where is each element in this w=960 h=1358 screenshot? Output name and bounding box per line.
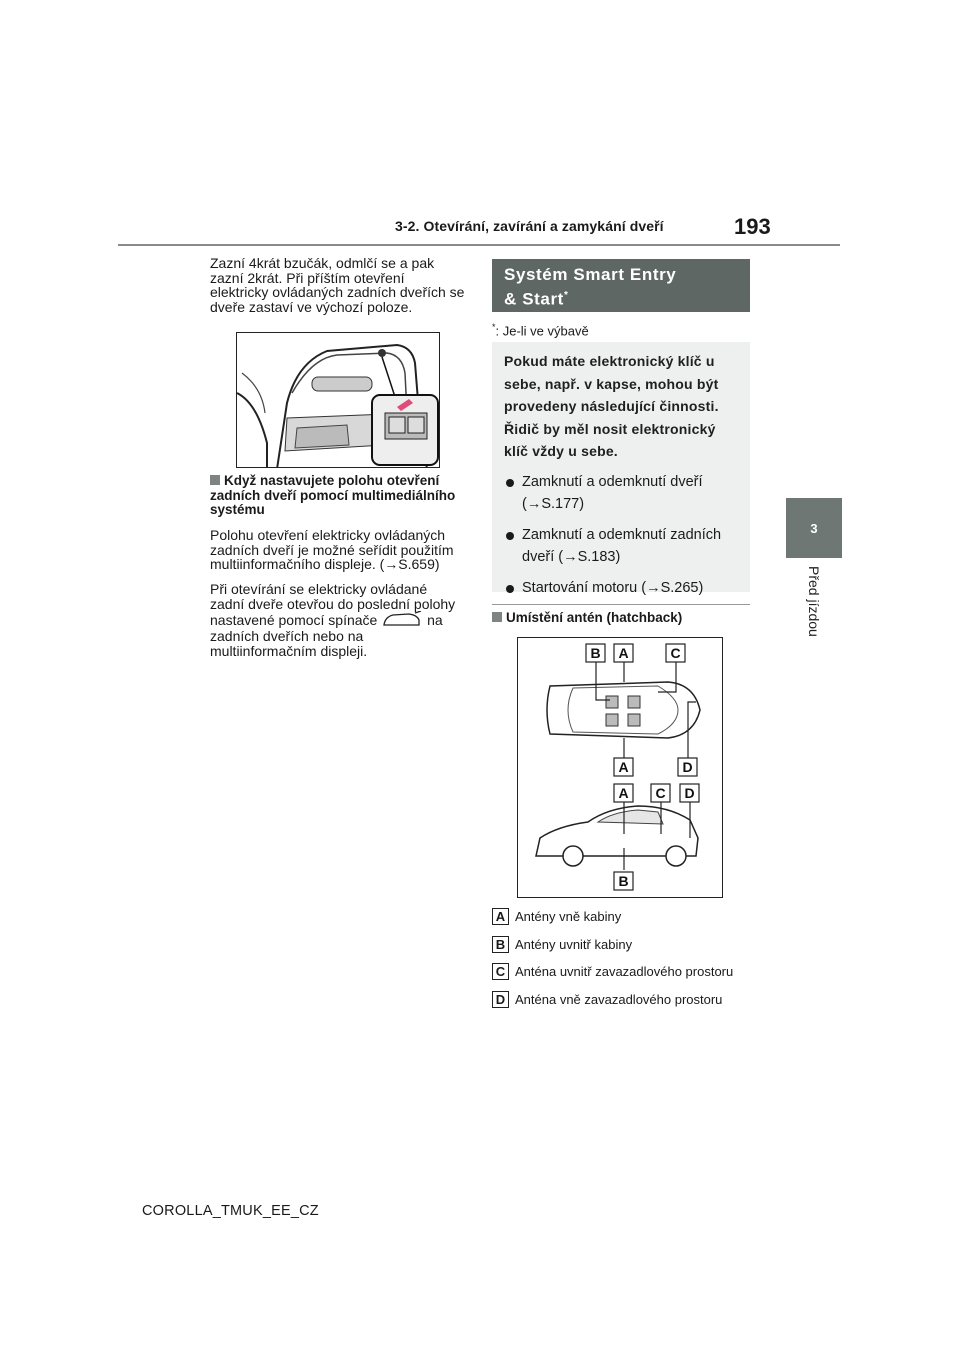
legend-item-c: C Anténa uvnitř zavazadlového prostoru	[492, 961, 733, 981]
section-banner	[492, 259, 750, 312]
banner-title-line2: & Start*	[504, 289, 569, 309]
tailgate-switch-icon	[381, 611, 423, 629]
banner-title-line1: Systém Smart Entry	[504, 265, 677, 284]
diagram-label-d-side: D	[684, 785, 695, 801]
info-box	[492, 342, 750, 596]
legend-key: A	[492, 908, 509, 925]
info-intro: Pokud máte elektronický klíč u sebe, např. v kapse, mohou být provedeny následující činnosti. Řidič by měl nosit elektronický klíč vždy u sebe.	[504, 353, 719, 460]
bullet-icon	[506, 532, 514, 540]
square-bullet-icon	[492, 612, 502, 622]
legend-item-b: B Antény uvnitř kabiny	[492, 934, 632, 954]
bullet-icon	[506, 479, 514, 487]
chapter-label: Před jízdou	[806, 566, 822, 637]
antenna-diagram	[517, 637, 723, 898]
legend-item-d: D Anténa vně zavazadlového prostoru	[492, 989, 722, 1009]
legend-item-a: A Antény vně kabiny	[492, 906, 621, 926]
diagram-label-b-bottom: B	[618, 873, 629, 889]
legend-key: C	[492, 963, 509, 980]
chapter-tab: 3	[786, 498, 842, 558]
paragraph-switch: Při otevírání se elektricky ovládané zadní dveře otevřou do poslední polohy nastavené pomocí spínače na zadních dveřích nebo na multiinformačním displeji.	[210, 581, 456, 659]
square-bullet-icon	[210, 475, 220, 485]
tailgate-illustration	[237, 333, 440, 468]
bullet-icon	[506, 585, 514, 593]
list-item: Startování motoru (→S.265)	[504, 577, 740, 600]
page-number: 193	[734, 214, 771, 239]
chapter-label-wrap	[786, 566, 842, 686]
legend-key: D	[492, 991, 509, 1008]
list-item: Zamknutí a odemknutí zadních dveří (→S.183)	[504, 524, 740, 569]
diagram-label-a-side: A	[618, 785, 629, 801]
list-item: Zamknutí a odemknutí dveří (→S.177)	[504, 471, 740, 516]
subheading-multimedia: Když nastavujete polohu otevření zadních dveří pomocí multimediálního systému	[210, 473, 456, 517]
antenna-layout-illustration	[518, 638, 722, 897]
diagram-label-c-top: C	[670, 645, 681, 661]
footnote: *: Je-li ve výbavě	[492, 322, 589, 339]
subheading-antennas: Umístění antén (hatchback)	[492, 611, 682, 626]
paragraph-buzzer: Zazní 4krát bzučák, odmlčí se a pak zazní 2krát. Při příštím otevření elektricky ovládaných zadních dveřích se dveře zastaví ve výchozí poloze.	[210, 255, 465, 315]
tailgate-photo	[236, 332, 440, 468]
section-divider	[492, 604, 750, 605]
diagram-label-c-side: C	[655, 785, 666, 801]
diagram-label-b-top: B	[590, 645, 601, 661]
diagram-label-d-mid: D	[682, 759, 693, 775]
diagram-label-a-top: A	[618, 645, 629, 661]
diagram-label-a-mid: A	[618, 759, 629, 775]
document-code: COROLLA_TMUK_EE_CZ	[142, 1203, 319, 1219]
legend-key: B	[492, 936, 509, 953]
header-divider	[118, 244, 840, 246]
paragraph-adjust: Polohu otevření elektricky ovládaných zadních dveří je možné seřídit použitím multiinformačního displeje. (→S.659)	[210, 527, 454, 573]
section-title: 3-2. Otevírání, zavírání a zamykání dveří	[395, 218, 664, 234]
